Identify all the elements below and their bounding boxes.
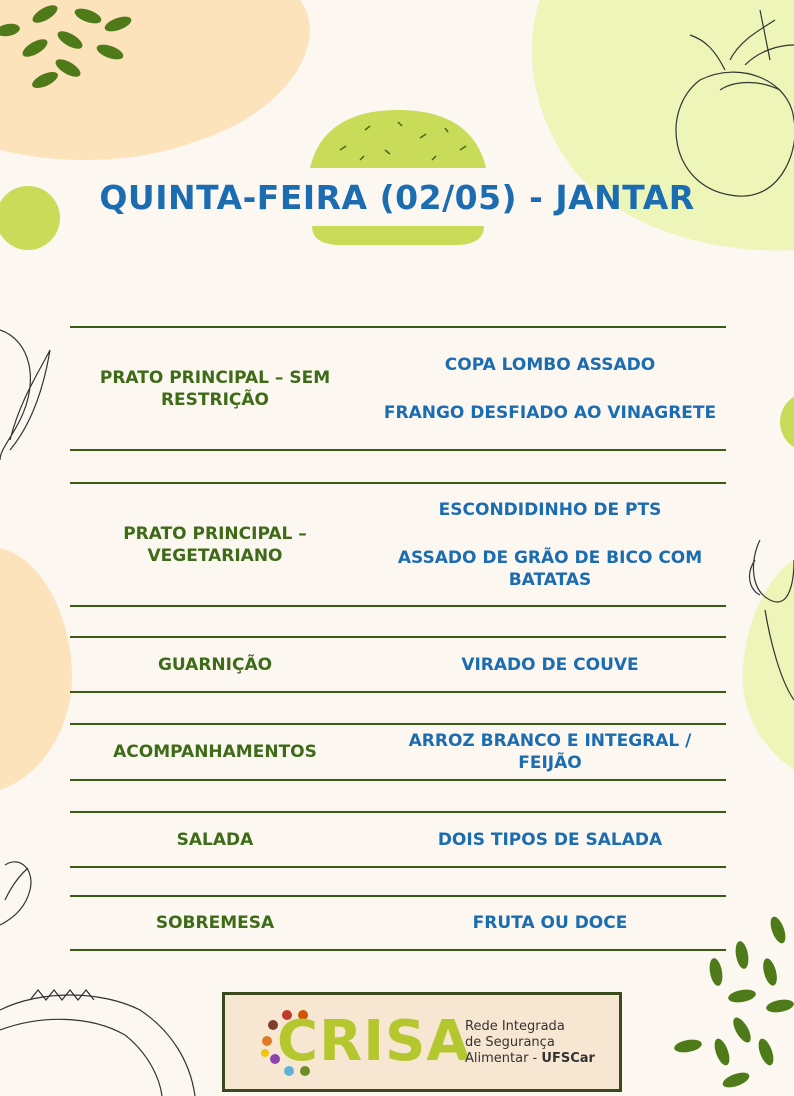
menu-item: FRUTA OU DOCE [472,913,628,933]
divider [70,605,726,607]
divider [70,949,726,951]
org-name [465,1019,595,1067]
divider [70,449,726,451]
divider [70,866,726,868]
divider [70,691,726,693]
menu-row-vegetariano [70,482,726,607]
items-list [380,482,720,607]
items-list [380,895,720,951]
items-list [380,811,720,868]
org-line-3-prefix: Alimentar - [465,1051,542,1066]
page-title: QUINTA-FEIRA (02/05) - JANTAR [99,178,695,217]
taco-icon [0,990,195,1096]
menu-item: ASSADO DE GRÃO DE BICO COM BATATAS [397,547,703,590]
menu-item: COPA LOMBO ASSADO [444,354,656,375]
menu-item: FRANGO DESFIADO AO VINAGRETE [383,402,717,423]
org-ufscar: UFSCar [541,1051,595,1066]
peach-blob-left [0,548,72,790]
menu-row-sobremesa [70,895,726,951]
lime-dot-right [780,392,794,452]
category-label: GUARNIÇÃO [157,654,273,675]
category-label: ACOMPANHAMENTOS [113,742,317,762]
menu-row-acompanhamentos [70,723,726,781]
leaf-icon [0,330,50,460]
category-label: PRATO PRINCIPAL – SEM RESTRIÇÃO [99,367,331,410]
menu-item: ESCONDIDINHO DE PTS [438,499,662,520]
leaf-icon [0,862,31,925]
category-label: SALADA [176,829,254,850]
crisa-logo-text: CRISA [277,1009,471,1074]
items-list [380,326,720,451]
divider [70,779,726,781]
menu-item: DOIS TIPOS DE SALADA [437,829,663,850]
org-line-3 [465,1051,595,1067]
org-line-1: Rede Integrada [465,1019,565,1034]
menu-item: VIRADO DE COUVE [461,654,639,675]
menu-row-salada [70,811,726,868]
items-list [380,636,720,693]
menu-row-sem-restricao [70,326,726,451]
category-label: PRATO PRINCIPAL – VEGETARIANO [123,523,307,566]
menu-item: ARROZ BRANCO E INTEGRAL / FEIJÃO [408,731,692,773]
crisa-logo-box [222,992,622,1092]
pale-lime-blob-right [743,560,794,770]
category-label: SOBREMESA [155,913,275,933]
items-list [380,723,720,781]
menu-row-guarnicao [70,636,726,693]
org-line-2: de Segurança [465,1035,555,1050]
